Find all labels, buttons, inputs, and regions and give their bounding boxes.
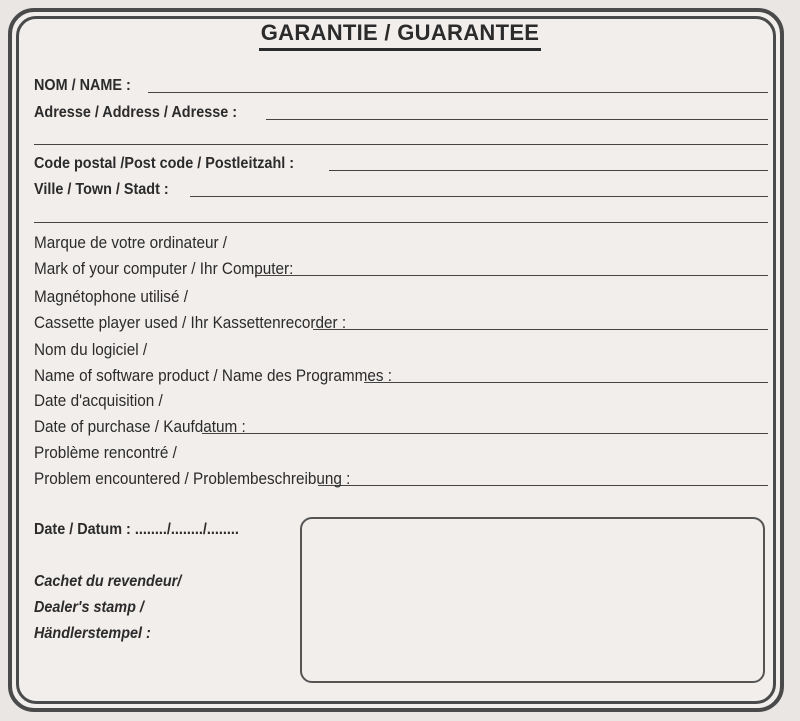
address-label: Adresse / Address / Adresse : [34, 104, 238, 121]
computer-row [34, 255, 768, 279]
postcode-row [34, 150, 768, 174]
problem-row-fr [34, 439, 768, 463]
stamp-label-de: Händlerstempel : [34, 625, 151, 642]
name-field[interactable] [148, 92, 768, 93]
town-field-line-2[interactable] [34, 222, 768, 223]
town-field[interactable] [190, 196, 768, 197]
purchase-row [34, 413, 768, 437]
cassette-row [34, 309, 768, 333]
stamp-label-de-row [34, 620, 164, 644]
purchase-label-fr: Date d'acquisition / [34, 391, 163, 410]
computer-row-fr [34, 229, 768, 253]
stamp-label-en-row [34, 594, 156, 618]
postcode-label: Code postal /Post code / Postleitzahl : [34, 155, 295, 172]
software-row-fr [34, 336, 768, 360]
address-field[interactable] [266, 119, 768, 120]
town-row [34, 176, 768, 200]
address-row [34, 99, 768, 123]
purchase-row-fr [34, 387, 768, 411]
date-row [34, 516, 262, 540]
name-label: NOM / NAME : [34, 77, 131, 94]
cassette-label-fr: Magnétophone utilisé / [34, 287, 188, 306]
postcode-field[interactable] [329, 170, 768, 171]
software-label: Name of software product / Name des Programmes : [34, 366, 392, 385]
problem-row [34, 465, 768, 489]
problem-label-fr: Problème rencontré / [34, 443, 177, 462]
software-label-fr: Nom du logiciel / [34, 340, 148, 359]
purchase-label: Date of purchase / Kaufdatum : [34, 417, 246, 436]
problem-label: Problem encountered / Problembeschreibung : [34, 469, 351, 488]
cassette-row-fr [34, 283, 768, 307]
date-label[interactable]: Date / Datum : ......../......../........ [34, 521, 239, 538]
town-label: Ville / Town / Stadt : [34, 181, 169, 198]
computer-label-fr: Marque de votre ordinateur / [34, 233, 228, 252]
dealer-stamp-box[interactable] [300, 517, 765, 683]
computer-field[interactable] [255, 275, 768, 276]
cassette-field[interactable] [313, 329, 768, 330]
cassette-label: Cassette player used / Ihr Kassettenrecorder : [34, 313, 347, 332]
purchase-date-field[interactable] [202, 433, 768, 434]
stamp-label-fr: Cachet du revendeur/ [34, 573, 182, 590]
stamp-label-fr-row [34, 568, 198, 592]
software-row [34, 362, 768, 386]
address-field-line-2[interactable] [34, 144, 768, 145]
software-field[interactable] [364, 382, 768, 383]
name-row [34, 72, 768, 96]
stamp-label-en: Dealer's stamp / [34, 599, 144, 616]
title-text: GARANTIE / GUARANTEE [259, 20, 542, 51]
computer-label: Mark of your computer / Ihr Computer: [34, 259, 294, 278]
problem-field[interactable] [318, 485, 768, 486]
page-title [0, 20, 800, 51]
